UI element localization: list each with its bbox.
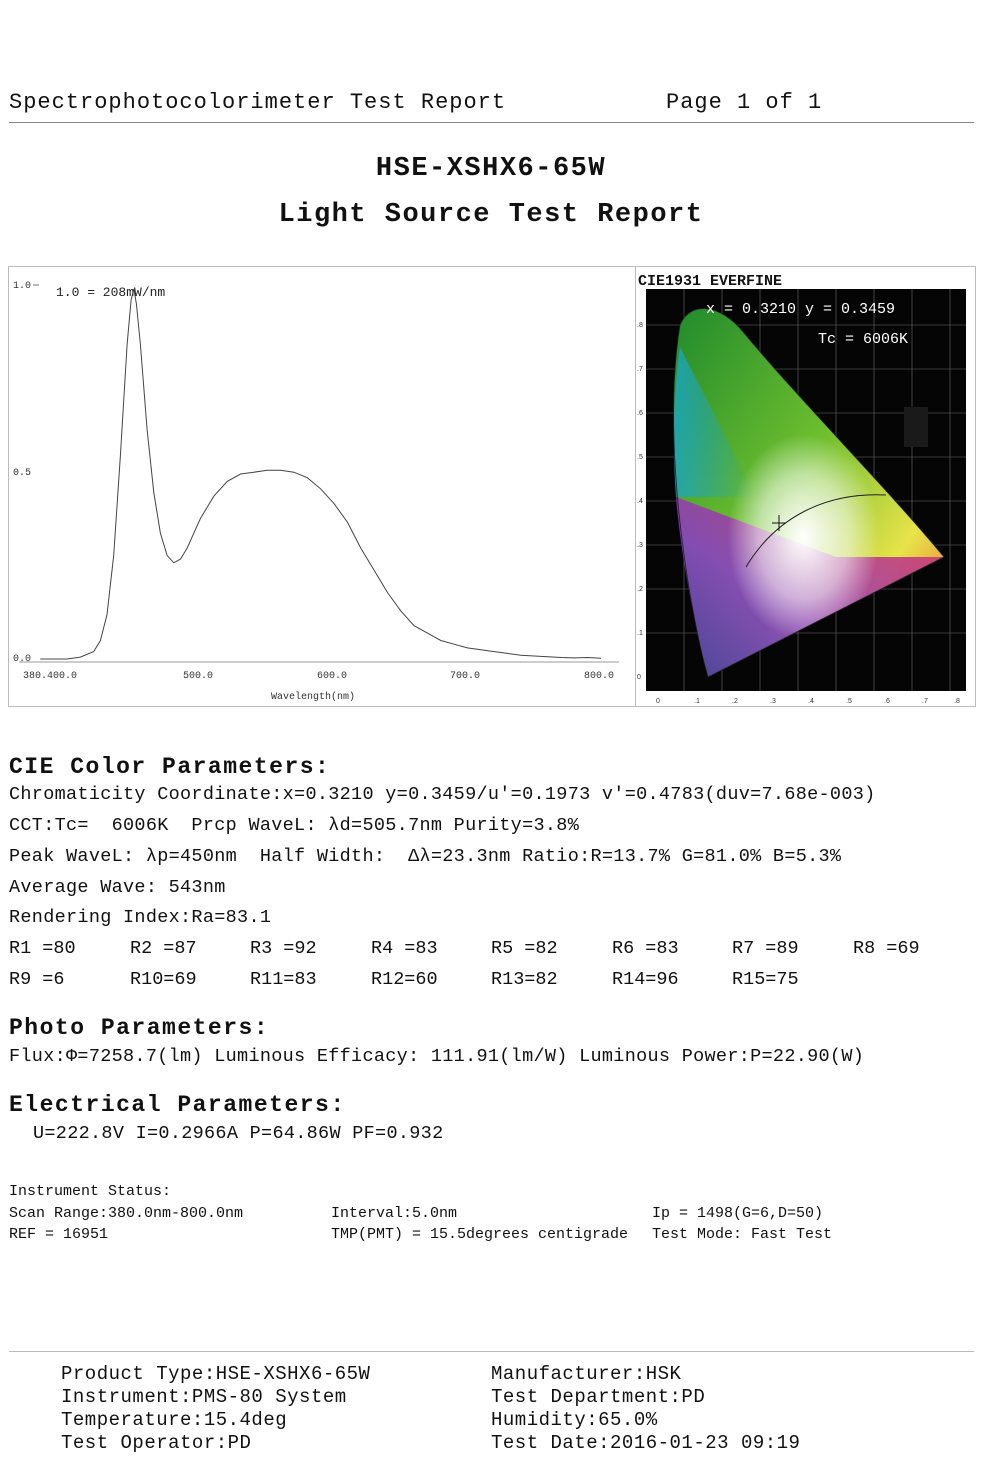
scale-note: 1.0 = 208mW/nm bbox=[56, 285, 166, 300]
interval: Interval:5.0nm bbox=[331, 1205, 458, 1222]
rendering-index-cell: R11=83 bbox=[250, 969, 317, 990]
cie-x-tick: .8 bbox=[954, 698, 960, 705]
cie-x-tick: .4 bbox=[808, 698, 814, 705]
rendering-index-cell: R12=60 bbox=[371, 969, 438, 990]
report-subtitle: Light Source Test Report bbox=[278, 200, 704, 230]
test-operator: Test Operator:PD bbox=[61, 1432, 252, 1454]
chromaticity-line: Chromaticity Coordinate:x=0.3210 y=0.3459/u'=0.1973 v'=0.4783(duv=7.68e-003) bbox=[9, 784, 876, 805]
y-tick-label: 0.5 bbox=[13, 468, 32, 479]
rendering-index-cell: R4 =83 bbox=[371, 938, 438, 959]
electrical-values-line: U=222.8V I=0.2966A P=64.86W PF=0.932 bbox=[33, 1123, 444, 1144]
cie-x-tick: .6 bbox=[884, 698, 890, 705]
cie-x-tick: .5 bbox=[846, 698, 852, 705]
test-date: Test Date:2016-01-23 09:19 bbox=[491, 1432, 801, 1454]
cie-y-tick: .2 bbox=[637, 586, 643, 593]
report-name: Spectrophotocolorimeter Test Report bbox=[9, 90, 507, 115]
model-title: HSE-XSHX6-65W bbox=[375, 154, 607, 184]
x-tick-label: 600.0 bbox=[317, 671, 348, 682]
cie-x-tick: .3 bbox=[770, 698, 776, 705]
ref-value: REF = 16951 bbox=[9, 1226, 109, 1243]
cie-y-tick: 0 bbox=[637, 674, 641, 681]
rendering-index-cell: R3 =92 bbox=[250, 938, 317, 959]
instrument-status-heading: Instrument Status: bbox=[9, 1183, 172, 1200]
cie-diagram bbox=[635, 266, 976, 707]
tmp-value: TMP(PMT) = 15.5degrees centigrade bbox=[331, 1226, 629, 1243]
rendering-index-line: Rendering Index:Ra=83.1 bbox=[9, 907, 272, 928]
rendering-index-cell: R15=75 bbox=[732, 969, 799, 990]
rendering-index-cell: R7 =89 bbox=[732, 938, 799, 959]
cie-y-tick: .5 bbox=[637, 454, 643, 461]
x-tick-label: 380.400.0 bbox=[23, 671, 78, 682]
electrical-params-heading: Electrical Parameters: bbox=[9, 1092, 346, 1118]
product-type: Product Type:HSE-XSHX6-65W bbox=[61, 1363, 371, 1385]
cie-color-temperature: Tc = 6006K bbox=[818, 331, 909, 348]
x-tick-label: 500.0 bbox=[183, 671, 214, 682]
spectrum-plot bbox=[9, 267, 636, 706]
rendering-index-cell: R14=96 bbox=[612, 969, 679, 990]
rendering-index-cell: R2 =87 bbox=[130, 938, 197, 959]
cie-plot bbox=[636, 267, 975, 706]
photo-params-heading: Photo Parameters: bbox=[9, 1015, 270, 1041]
rendering-index-cell: R1 =80 bbox=[9, 938, 76, 959]
flux-line: Flux:Φ=7258.7(lm) Luminous Efficacy: 111.91(lm/W) Luminous Power:P=22.90(W) bbox=[9, 1046, 865, 1067]
cie-params-heading: CIE Color Parameters: bbox=[9, 754, 331, 780]
cie-y-tick: .6 bbox=[637, 410, 643, 417]
spectrum-series-line bbox=[40, 289, 601, 659]
rendering-index-cell: R6 =83 bbox=[612, 938, 679, 959]
x-axis-label: Wavelength(nm) bbox=[271, 692, 356, 703]
ip-value: Ip = 1498(G=6,D=50) bbox=[652, 1205, 824, 1222]
cie-x-tick: 0 bbox=[656, 698, 660, 705]
rendering-index-cell: R13=82 bbox=[491, 969, 558, 990]
humidity: Humidity:65.0% bbox=[491, 1409, 658, 1431]
manufacturer: Manufacturer:HSK bbox=[491, 1363, 682, 1385]
x-tick-label: 800.0 bbox=[584, 671, 615, 682]
scan-range: Scan Range:380.0nm-800.0nm bbox=[9, 1205, 244, 1222]
cct-line: CCT:Tc= 6006K Prcp WaveL: λd=505.7nm Purity=3.8% bbox=[9, 815, 580, 836]
cie-y-tick: .4 bbox=[637, 498, 643, 505]
spectrum-chart bbox=[8, 266, 637, 707]
rendering-index-cell: R5 =82 bbox=[491, 938, 558, 959]
cie-title: CIE1931 EVERFINE bbox=[638, 273, 783, 290]
cie-y-tick: .8 bbox=[637, 322, 643, 329]
cie-x-tick: .7 bbox=[922, 698, 928, 705]
y-tick-label: 0.0 bbox=[13, 654, 32, 665]
header-divider bbox=[9, 122, 974, 123]
peak-wavelength-line: Peak WaveL: λp=450nm Half Width: Δλ=23.3nm Ratio:R=13.7% G=81.0% B=5.3% bbox=[9, 846, 842, 867]
cie-y-tick: .1 bbox=[637, 630, 643, 637]
cie-xy-coordinates: x = 0.3210 y = 0.3459 bbox=[706, 301, 896, 318]
instrument-name: Instrument:PMS-80 System bbox=[61, 1386, 347, 1408]
x-tick-label: 700.0 bbox=[450, 671, 481, 682]
page-number: Page 1 of 1 bbox=[666, 90, 823, 115]
rendering-index-cell: R8 =69 bbox=[853, 938, 920, 959]
footer-divider bbox=[9, 1351, 974, 1352]
cie-x-tick: .1 bbox=[694, 698, 700, 705]
average-wave-line: Average Wave: 543nm bbox=[9, 877, 226, 898]
test-mode: Test Mode: Fast Test bbox=[652, 1226, 833, 1243]
temperature: Temperature:15.4deg bbox=[61, 1409, 288, 1431]
rendering-index-cell: R9 =6 bbox=[9, 969, 65, 990]
cie-y-tick: .7 bbox=[637, 366, 643, 373]
test-department: Test Department:PD bbox=[491, 1386, 706, 1408]
cie-x-tick: .2 bbox=[732, 698, 738, 705]
rendering-index-cell: R10=69 bbox=[130, 969, 197, 990]
cie-legend-box bbox=[904, 407, 928, 447]
y-tick-label: 1.0 bbox=[13, 281, 32, 292]
cie-y-tick: .3 bbox=[637, 542, 643, 549]
